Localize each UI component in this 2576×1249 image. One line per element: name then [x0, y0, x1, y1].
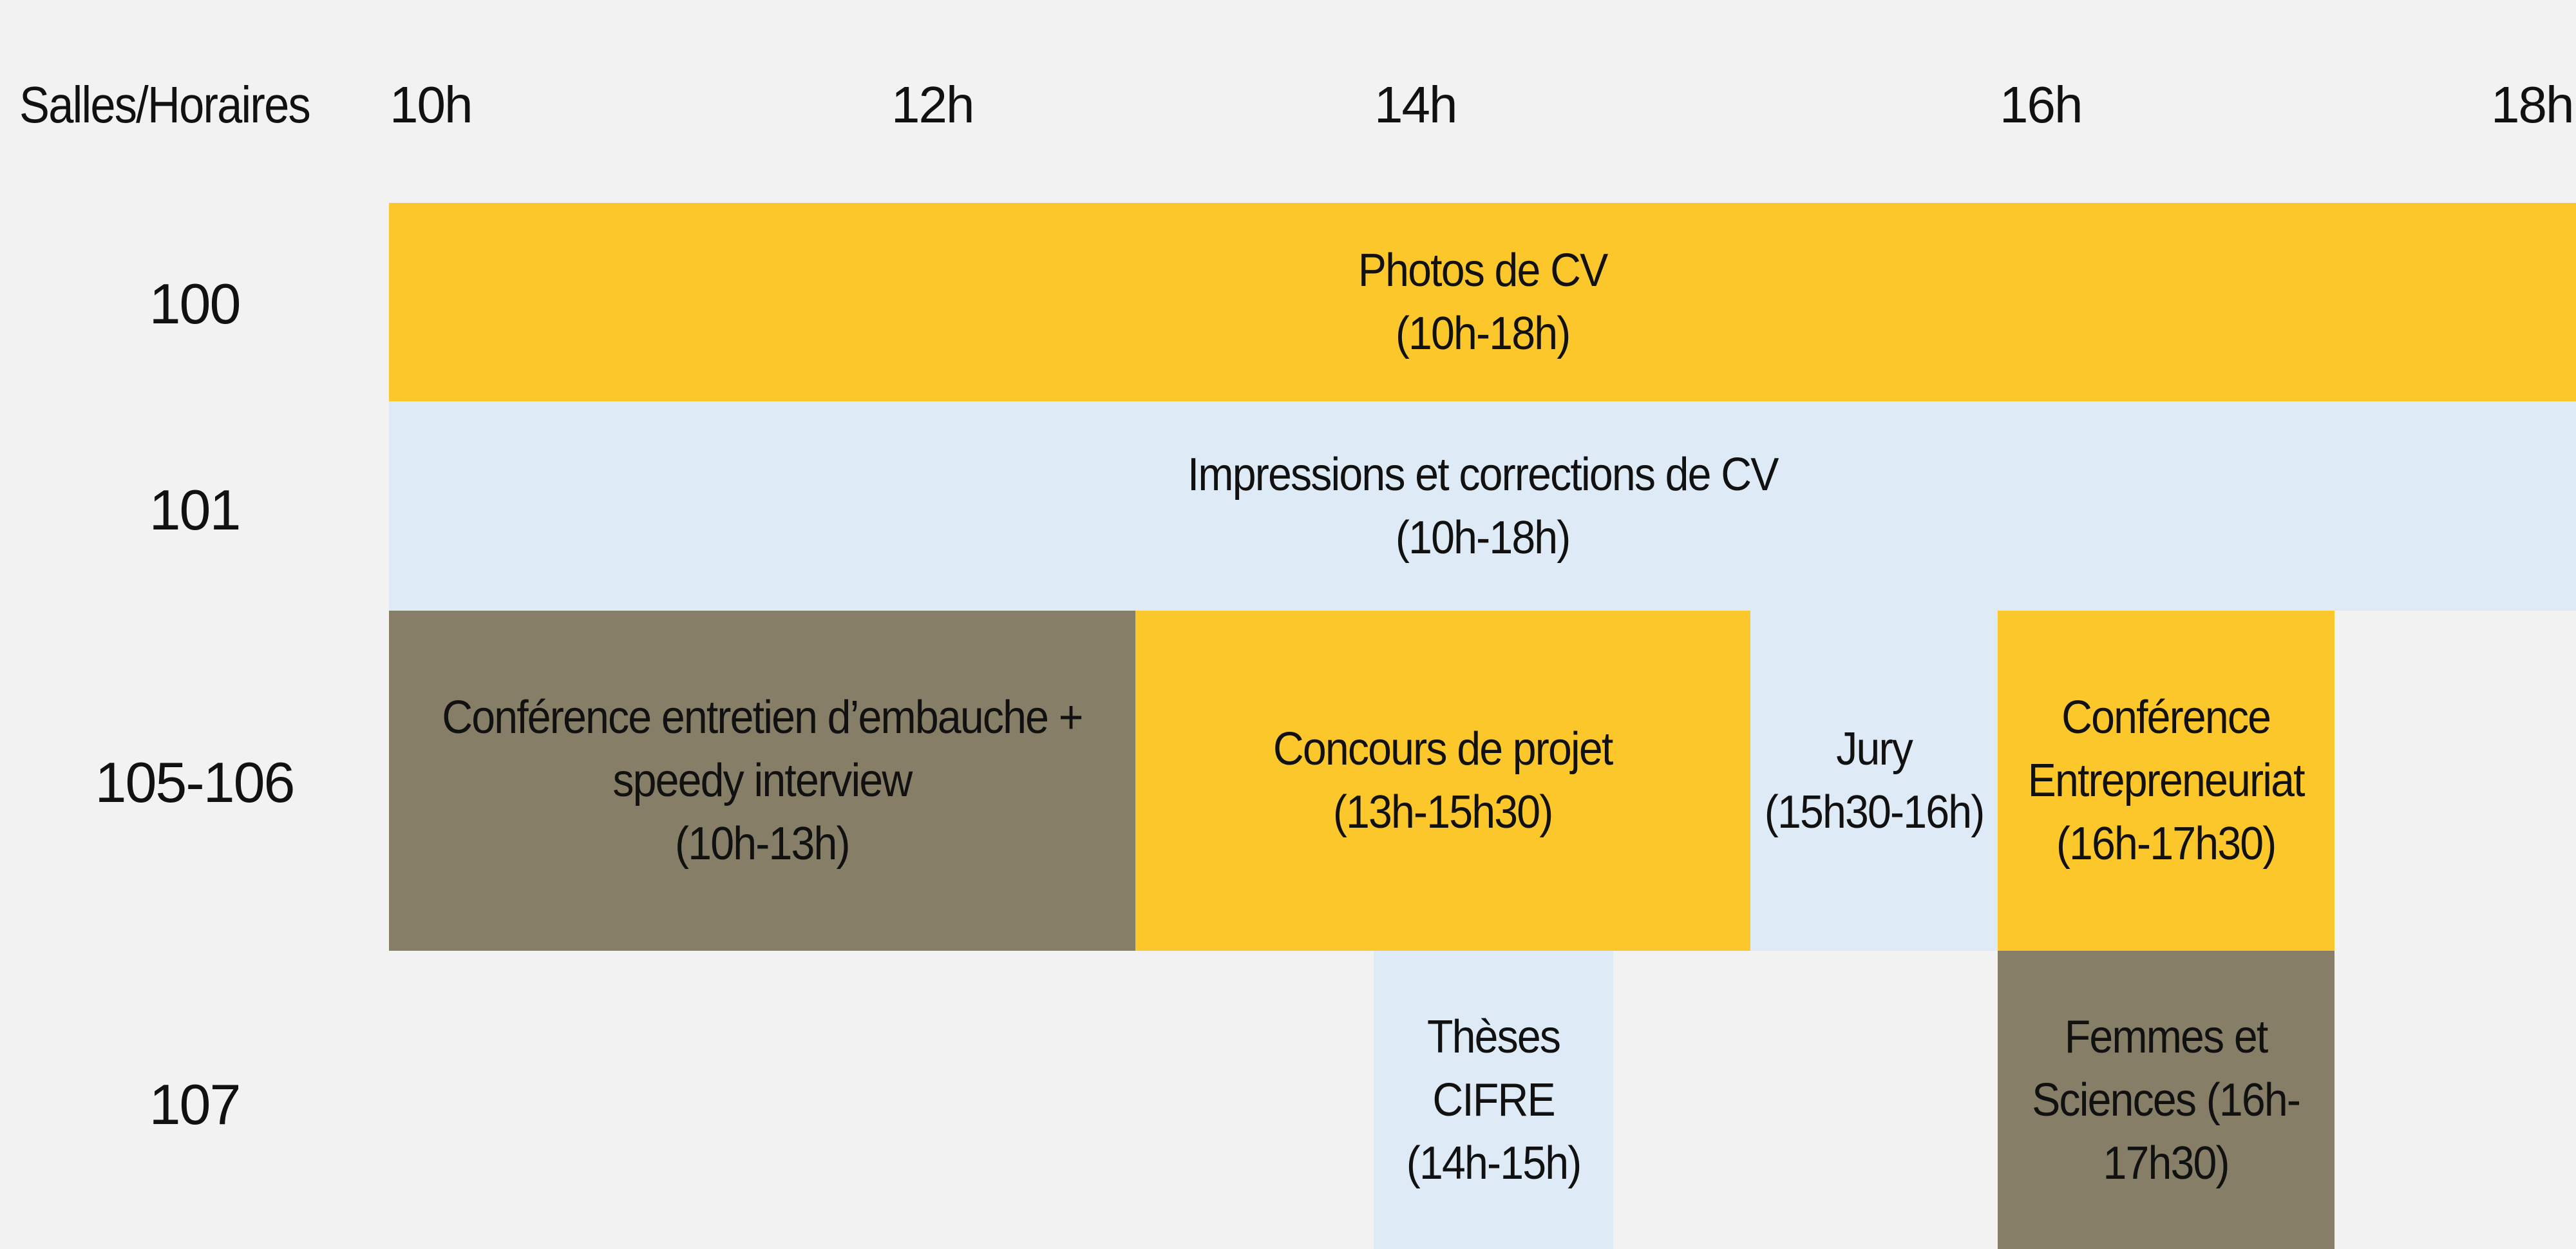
event-theses-cifre[interactable] [1374, 951, 1613, 1249]
room-label-107: 107 [149, 1073, 240, 1136]
event-title-line-2: Entrepreneuriat [2027, 755, 2305, 806]
event-label-group [2028, 686, 2304, 875]
event-jury[interactable] [1750, 611, 1998, 951]
event-time: (10h-13h) [675, 818, 849, 870]
event-femmes-et-sciences[interactable] [1998, 951, 2334, 1249]
event-title-line-1: Conférence [2061, 692, 2271, 743]
event-title-line-1: Thèses [1426, 1011, 1560, 1063]
time-label-14h: 14h [1374, 76, 1457, 133]
time-label-16h: 16h [2000, 76, 2082, 133]
room-label-100: 100 [149, 272, 240, 336]
time-label-10h: 10h [390, 76, 472, 133]
event-label-group [1765, 718, 1984, 844]
room-label-105-106: 105-106 [95, 750, 294, 814]
event-line-2: Sciences (16h- [2032, 1074, 2300, 1126]
event-time: (10h-18h) [1395, 308, 1570, 359]
event-title: Concours de projet [1273, 723, 1613, 775]
event-photos-de-cv[interactable] [389, 203, 2576, 401]
event-time: (16h-17h30) [2056, 818, 2276, 870]
grid-corner-label: Salles/Horaires [19, 76, 310, 133]
event-time: (14h-15h) [1406, 1137, 1581, 1189]
event-title: Photos de CV [1358, 245, 1607, 296]
event-label-group [1358, 239, 1607, 365]
event-time: (15h30-16h) [1764, 787, 1984, 838]
event-title-line-2: speedy interview [612, 755, 912, 806]
event-title: Jury [1836, 723, 1912, 775]
event-label-group [1406, 1006, 1581, 1195]
time-label-18h: 18h [2491, 76, 2573, 133]
event-title-line-1: Conférence entretien d’embauche + [442, 692, 1083, 743]
time-label-12h: 12h [891, 76, 974, 133]
event-label-group [442, 686, 1082, 875]
event-conference-entretien-embauche[interactable] [389, 611, 1135, 951]
event-concours-de-projet[interactable] [1135, 611, 1750, 951]
event-label-group [2032, 1006, 2300, 1195]
event-line-1: Femmes et [2065, 1011, 2268, 1063]
event-time: (13h-15h30) [1333, 787, 1553, 838]
event-impressions-et-corrections-de-cv[interactable] [389, 401, 2576, 611]
event-line-3: 17h30) [2103, 1137, 2230, 1189]
event-label-group [1273, 718, 1613, 844]
event-time: (10h-18h) [1395, 511, 1570, 564]
room-label-101: 101 [149, 478, 240, 542]
event-title: Impressions et corrections de CV [1187, 448, 1778, 501]
event-label-group [1188, 443, 1778, 569]
event-title-line-2: CIFRE [1432, 1074, 1555, 1126]
event-conference-entrepreneuriat[interactable] [1998, 611, 2334, 951]
